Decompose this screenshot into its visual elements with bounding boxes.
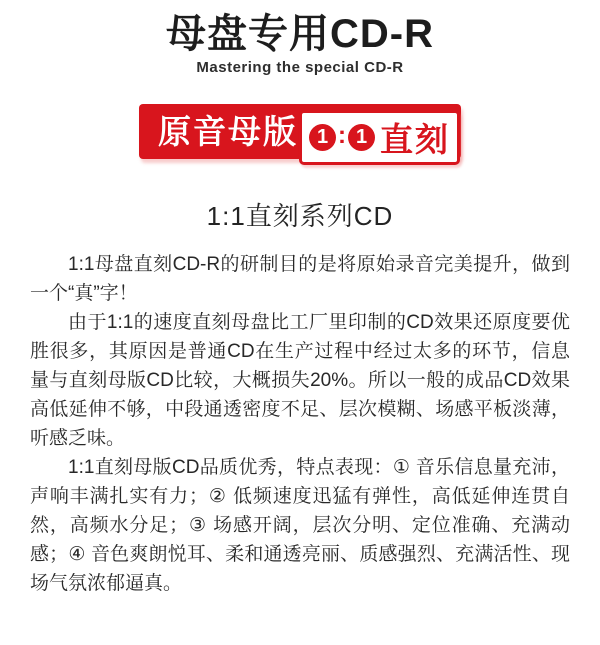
ratio-colon: : [338, 121, 346, 149]
page-header [0, 0, 600, 77]
banner-right-label: 直刻 [380, 121, 450, 158]
paragraph-features: 1:1直刻母版CD品质优秀，特点表现：① 音乐信息量充沛，声响丰满扎实有力；② 低频速度迅猛有弹性，高低延伸连贯自然，高频水分足；③ 场感开阔，层次分明、定位准确、充满动感；④ 音色爽朗悦耳、柔和通透亮丽、质感强烈、充满活性、现场气氛浓郁逼真。 [30, 457, 570, 594]
paragraph-intro: 1:1母盘直刻CD-R的研制目的是将原始录音完美提升，做到一个“真”字！ [30, 254, 570, 304]
description-text [30, 250, 570, 598]
paragraph-comparison: 由于1:1的速度直刻母盘比工厂里印制的CD效果还原度要优胜很多，其原因是普通CD在生产过程中经过太多的环节，信息量与直刻母版CD比较，大概损失20%。所以一般的成品CD效果高低延伸不够，中段通透密度不足、层次模糊、场感平板淡薄，听感乏味。 [30, 312, 570, 449]
page-subtitle: Mastering the special CD-R [196, 59, 404, 76]
banner-ratio-box [299, 110, 460, 165]
ratio-digit-badge-right: 1 [348, 124, 375, 151]
section-heading: 1:1直刻系列CD [206, 201, 394, 231]
page-title: 母盘专用CD-R [166, 12, 434, 56]
ratio-digit-badge-left: 1 [309, 124, 336, 151]
promo-banner [139, 104, 461, 159]
banner-left-label: 原音母版 [158, 113, 298, 150]
